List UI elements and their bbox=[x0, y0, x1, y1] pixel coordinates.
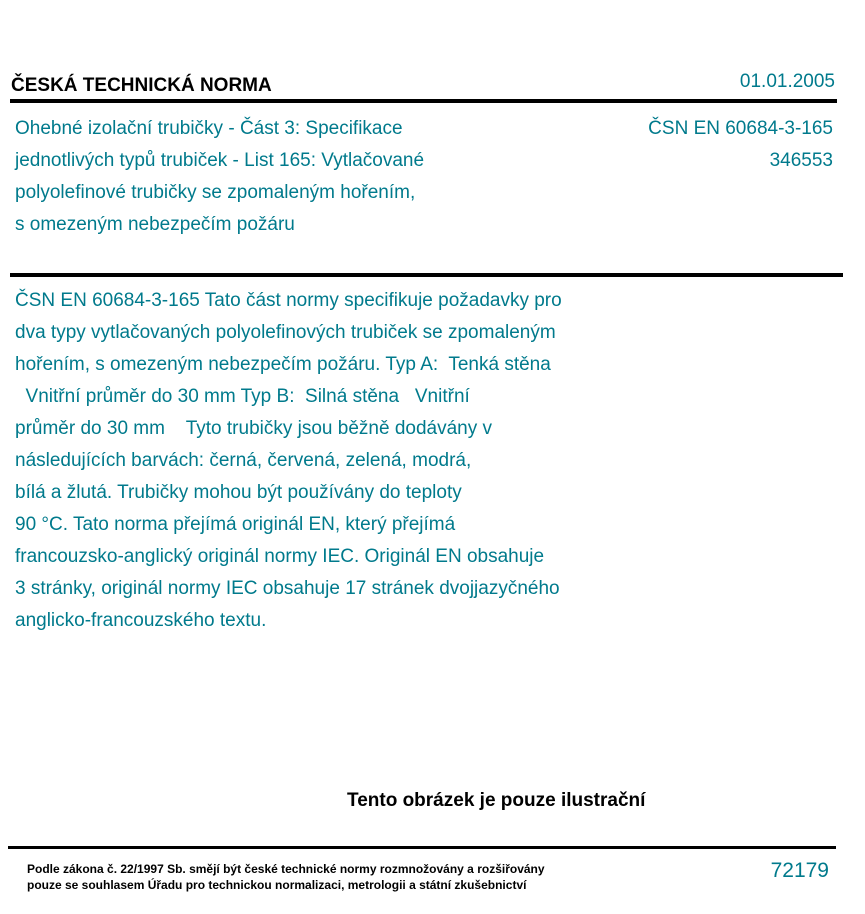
document-title-line: Ohebné izolační trubičky - Část 3: Specifikace bbox=[15, 118, 403, 139]
footer-divider bbox=[8, 846, 836, 849]
abstract-line: průměr do 30 mm Tyto trubičky jsou běžně dodávány v bbox=[15, 418, 492, 439]
header-divider bbox=[10, 99, 837, 103]
footer-number: 72179 bbox=[770, 859, 829, 882]
document-identifiers bbox=[648, 113, 833, 177]
abstract-text bbox=[15, 285, 655, 637]
abstract-line: hořením, s omezeným nebezpečím požáru. Typ A: Tenká stěna bbox=[15, 354, 551, 375]
abstract-line: bílá a žlutá. Trubičky mohou být používány do teploty bbox=[15, 482, 462, 503]
footer-legal-notice bbox=[27, 861, 545, 893]
abstract-line: následujících barvách: černá, červená, zelená, modrá, bbox=[15, 450, 472, 471]
footer-legal-line: Podle zákona č. 22/1997 Sb. smějí být české technické normy rozmnožovány a rozšiřovány bbox=[27, 862, 545, 876]
abstract-line: anglicko-francouzského textu. bbox=[15, 610, 267, 631]
abstract-line: 90 °C. Tato norma přejímá originál EN, který přejímá bbox=[15, 514, 456, 535]
catalog-number: 346553 bbox=[769, 150, 833, 171]
document-title-line: polyolefinové trubičky se zpomaleným hořením, bbox=[15, 182, 416, 203]
document-title bbox=[15, 113, 535, 241]
abstract-line: 3 stránky, originál normy IEC obsahuje 17 stránek dvojjazyčného bbox=[15, 578, 560, 599]
standard-code: ČSN EN 60684-3-165 bbox=[648, 118, 833, 139]
header-date: 01.01.2005 bbox=[739, 71, 835, 92]
footer-legal-line: pouze se souhlasem Úřadu pro technickou normalizaci, metrologii a státní zkušebnictví bbox=[27, 878, 527, 892]
abstract-line: ČSN EN 60684-3-165 Tato část normy specifikuje požadavky pro bbox=[15, 290, 562, 311]
document-title-line: s omezeným nebezpečím požáru bbox=[15, 214, 295, 235]
abstract-line: Vnitřní průměr do 30 mm Typ B: Silná stěna Vnitřní bbox=[15, 386, 470, 407]
header-title: ČESKÁ TECHNICKÁ NORMA bbox=[11, 75, 272, 96]
abstract-line: dva typy vytlačovaných polyolefinových trubiček se zpomaleným bbox=[15, 322, 556, 343]
abstract-line: francouzsko-anglický originál normy IEC. Originál EN obsahuje bbox=[15, 546, 545, 567]
illustrative-note: Tento obrázek je pouze ilustrační bbox=[347, 790, 646, 811]
document-title-line: jednotlivých typů trubiček - List 165: Vytlačované bbox=[15, 150, 425, 171]
section-divider bbox=[10, 273, 843, 277]
